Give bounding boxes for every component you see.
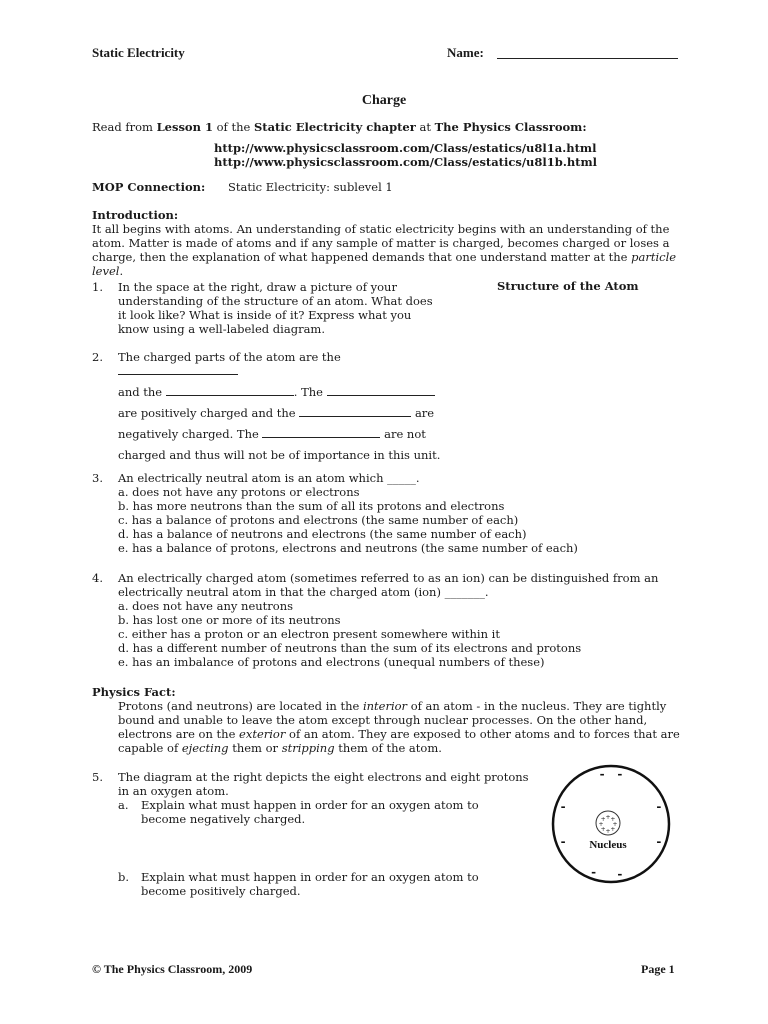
- page-title: Charge: [361, 93, 407, 108]
- atom-outer-shell: [553, 766, 669, 882]
- q3-option-c[interactable]: c. has a balance of protons and electrons (the same number of each): [118, 513, 519, 527]
- proton-mark: +: [610, 816, 616, 824]
- q3-block: [118, 471, 678, 555]
- lesson-ref: Lesson 1: [156, 120, 213, 134]
- q3-option-d[interactable]: d. has a balance of neutrons and electrons (the same number of each): [118, 527, 527, 541]
- q2-line2b: . The: [293, 385, 323, 399]
- electron-mark: -: [599, 766, 605, 781]
- nucleus-label: Nucleus: [589, 839, 627, 851]
- q3-stem: An electrically neutral atom is an atom which _____.: [118, 471, 420, 485]
- read-from-line: [92, 120, 692, 134]
- url-link-1[interactable]: http://www.physicsclassroom.com/Class/estatics/u8l1a.html: [214, 141, 597, 155]
- intro-emphasis: particle level: [92, 250, 677, 278]
- intro-paragraph: [92, 222, 690, 278]
- q2-blank-3[interactable]: [327, 385, 435, 396]
- footer-copyright: © The Physics Classroom, 2009: [92, 962, 253, 976]
- electron-mark: -: [617, 867, 623, 882]
- q4-option-c[interactable]: c. either has a proton or an electron present somewhere within it: [118, 627, 500, 641]
- fact-text-4: them or: [228, 741, 282, 755]
- q2-line4a: negatively charged. The: [118, 427, 259, 441]
- intro-text: It all begins with atoms. An understanding of static electricity begins with an understanding of the atom. Matter is made of atoms and if any sample of matter is charged, becomes charged or loses a charge, then the explanation of what happened demands that one understand matter at the: [92, 222, 670, 264]
- q3-number: 3.: [92, 471, 103, 485]
- structure-box-label: Structure of the Atom: [497, 279, 639, 293]
- q2-blank-4[interactable]: [299, 406, 411, 417]
- fact-em-interior: interior: [362, 699, 408, 713]
- fact-text-2: of an atom - in the nucleus. They are tightly bound and unable to leave the atom except through nuclear processes. On the other hand, electrons are on the: [118, 699, 667, 741]
- q2-line3a: are positively charged and the: [118, 406, 296, 420]
- name-blank-line[interactable]: [497, 58, 678, 59]
- url-link-2[interactable]: http://www.physicsclassroom.com/Class/estatics/u8l1b.html: [214, 155, 598, 169]
- q2-line4b: are not: [384, 427, 426, 441]
- q3-option-b[interactable]: b. has more neutrons than the sum of all its protons and electrons: [118, 499, 505, 513]
- read-mid2: at: [415, 120, 435, 134]
- q4-number: 4.: [92, 571, 103, 585]
- q2-blank-1[interactable]: [118, 364, 238, 375]
- nucleus-protons: [598, 814, 617, 835]
- proton-mark: +: [612, 821, 618, 828]
- q4-block: [118, 571, 683, 669]
- q4-option-b[interactable]: b. has lost one or more of its neutrons: [118, 613, 341, 627]
- atom-electrons: [561, 767, 662, 881]
- q2-fill-in: [118, 350, 448, 469]
- proton-mark: +: [600, 825, 606, 833]
- fact-text-3: of an atom. They are exposed to other atoms and to forces that are capable of: [118, 727, 680, 755]
- q3-option-a[interactable]: a. does not have any protons or electrons: [118, 485, 360, 499]
- name-label: Name:: [447, 45, 484, 60]
- q5a-label: a.: [118, 798, 129, 812]
- electron-mark: -: [656, 799, 662, 814]
- q4-option-a[interactable]: a. does not have any neutrons: [118, 599, 294, 613]
- q4-option-e[interactable]: e. has an imbalance of protons and electrons (unequal numbers of these): [118, 655, 545, 669]
- electron-mark: -: [617, 766, 623, 781]
- proton-mark: +: [605, 828, 611, 835]
- electron-mark: -: [656, 834, 662, 849]
- fact-heading: Physics Fact:: [92, 685, 176, 699]
- q2-blank-2[interactable]: [166, 385, 294, 396]
- proton-mark: +: [605, 814, 611, 821]
- site-ref: The Physics Classroom:: [434, 120, 587, 134]
- fact-text-5: them of the atom.: [334, 741, 442, 755]
- electron-mark: -: [591, 864, 597, 879]
- q4-option-d[interactable]: d. has a different number of neutrons than the sum of its electrons and protons: [118, 641, 582, 655]
- fact-em-stripping: stripping: [281, 741, 335, 755]
- q5-stem: The diagram at the right depicts the eight electrons and eight protons in an oxygen atom.: [118, 770, 529, 798]
- read-mid1: of the: [212, 120, 254, 134]
- read-prefix: Read from: [92, 120, 157, 134]
- q2-blank-5[interactable]: [262, 427, 380, 438]
- proton-mark: +: [610, 825, 616, 833]
- q3-option-e[interactable]: e. has a balance of protons, electrons and neutrons (the same number of each): [118, 541, 578, 555]
- fact-paragraph: [118, 699, 703, 755]
- q5b-label: b.: [118, 870, 130, 884]
- header-topic: Static Electricity: [92, 45, 185, 60]
- q5-number: 5.: [92, 770, 103, 784]
- q2-line3b: are: [414, 406, 435, 420]
- chapter-ref: Static Electricity chapter: [253, 120, 416, 134]
- fact-text-1: Protons (and neutrons) are located in the: [118, 699, 363, 713]
- footer-page-number: Page 1: [641, 962, 675, 976]
- q5b-text: Explain what must happen in order for an oxygen atom to become positively charged.: [141, 870, 479, 898]
- q1-number: 1.: [92, 280, 103, 294]
- fact-em-exterior: exterior: [239, 727, 286, 741]
- mop-label: MOP Connection:: [92, 180, 206, 194]
- q5a-text: Explain what must happen in order for an oxygen atom to become negatively charged.: [141, 798, 479, 826]
- oxygen-atom-diagram: [548, 762, 674, 888]
- q2-line2a: and the: [118, 385, 163, 399]
- intro-heading: Introduction:: [92, 208, 179, 222]
- electron-mark: -: [560, 799, 566, 814]
- electron-mark: -: [560, 834, 566, 849]
- q1-text: In the space at the right, draw a picture of your understanding of the structure of an atom. What does it look like? What is inside of it? Express what you know using a well-labeled diagram.: [118, 280, 433, 336]
- mop-value: Static Electricity: sublevel 1: [228, 180, 393, 194]
- fact-em-ejecting: ejecting: [181, 741, 229, 755]
- q4-stem: An electrically charged atom (sometimes referred to as an ion) can be distinguished from an electrically neutral atom in that the charged atom (ion) _______.: [118, 571, 659, 599]
- q2-line1: The charged parts of the atom are the: [118, 350, 341, 364]
- intro-text-end: .: [119, 264, 124, 278]
- q2-line5: charged and thus will not be of importance in this unit.: [118, 448, 441, 462]
- proton-mark: +: [600, 816, 606, 824]
- proton-mark: +: [598, 821, 604, 828]
- q2-number: 2.: [92, 350, 103, 364]
